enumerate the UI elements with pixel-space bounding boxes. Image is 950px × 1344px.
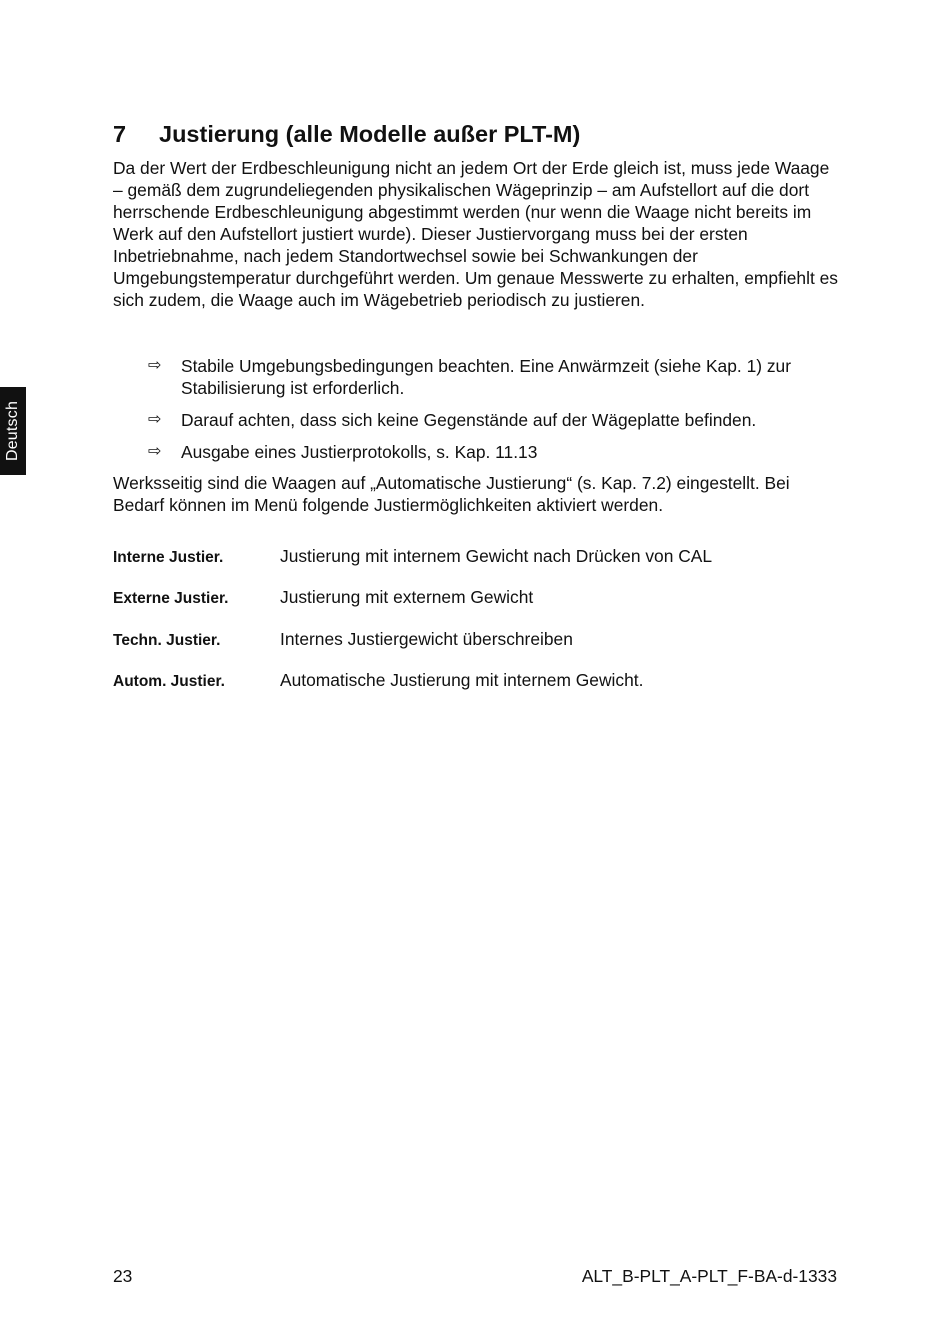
list-item-text: Stabile Umgebungsbedingungen beachten. Eine Anwärmzeit (siehe Kap. 1) zur Stabilisierung ist erforderlich. <box>181 356 792 398</box>
list-item <box>113 409 840 431</box>
calibration-option-row <box>113 629 840 670</box>
calibration-option-row <box>113 546 840 587</box>
option-term: Interne Justier. <box>113 549 224 566</box>
section-heading <box>113 121 580 148</box>
language-tab <box>0 387 26 475</box>
section-title: Justierung (alle Modelle außer PLT-M) <box>159 121 581 147</box>
section-number: 7 <box>113 121 127 147</box>
option-description: Justierung mit internem Gewicht nach Drücken von CAL <box>280 546 713 566</box>
page-number: 23 <box>113 1266 133 1286</box>
language-tab-label: Deutsch <box>4 400 22 462</box>
option-term: Externe Justier. <box>113 590 229 608</box>
list-item <box>113 441 840 463</box>
intro-paragraph: Da der Wert der Erdbeschleunigung nicht an jedem Ort der Erde gleich ist, muss jede Waage – gemäß dem zugrundeliegenden physikalischen Wägeprinzip – am Aufstellort auf die dort herrschende Erdbeschleunigung abgestimmt werden (nur wenn die Waage nicht bereits im Werk auf den Aufstellort justiert wurde). Dieser Justiervorgang muss bei der ersten Inbetriebnahme, nach jedem Standortwechsel sowie bei Schwankungen der Umgebungstemperatur durchgeführt werden. Um genaue Messwerte zu erhalten, empfiehlt es sich zudem, die Waage auch im Wägebetrieb periodisch zu justieren. <box>113 158 838 310</box>
option-description: Internes Justiergewicht überschreiben <box>280 628 573 649</box>
hollow-arrow-right-icon: ⇨ <box>148 411 162 428</box>
list-item-text: Ausgabe eines Justierprotokolls, s. Kap. 11.13 <box>181 442 538 462</box>
option-description: Automatische Justierung mit internem Gewicht. <box>280 669 644 690</box>
calibration-option-row <box>113 587 840 628</box>
option-description: Justierung mit externem Gewicht <box>280 587 534 608</box>
calibration-option-row <box>113 670 840 711</box>
option-term: Autom. Justier. <box>113 672 225 690</box>
factory-setting-note: Werksseitig sind die Waagen auf „Automatische Justierung“ (s. Kap. 7.2) eingestellt. Bei Bedarf können im Menü folgende Justiermöglichkeiten aktiviert werden. <box>113 473 790 515</box>
hollow-arrow-right-icon: ⇨ <box>148 357 162 374</box>
hollow-arrow-right-icon: ⇨ <box>148 443 162 460</box>
calibration-options <box>113 546 840 711</box>
instruction-list <box>113 355 840 463</box>
list-item-text: Darauf achten, dass sich keine Gegenstände auf der Wägeplatte befinden. <box>181 410 757 430</box>
option-term: Techn. Justier. <box>113 631 221 649</box>
list-item <box>113 355 840 399</box>
document-id: ALT_B-PLT_A-PLT_F-BA-d-1333 <box>581 1266 837 1286</box>
